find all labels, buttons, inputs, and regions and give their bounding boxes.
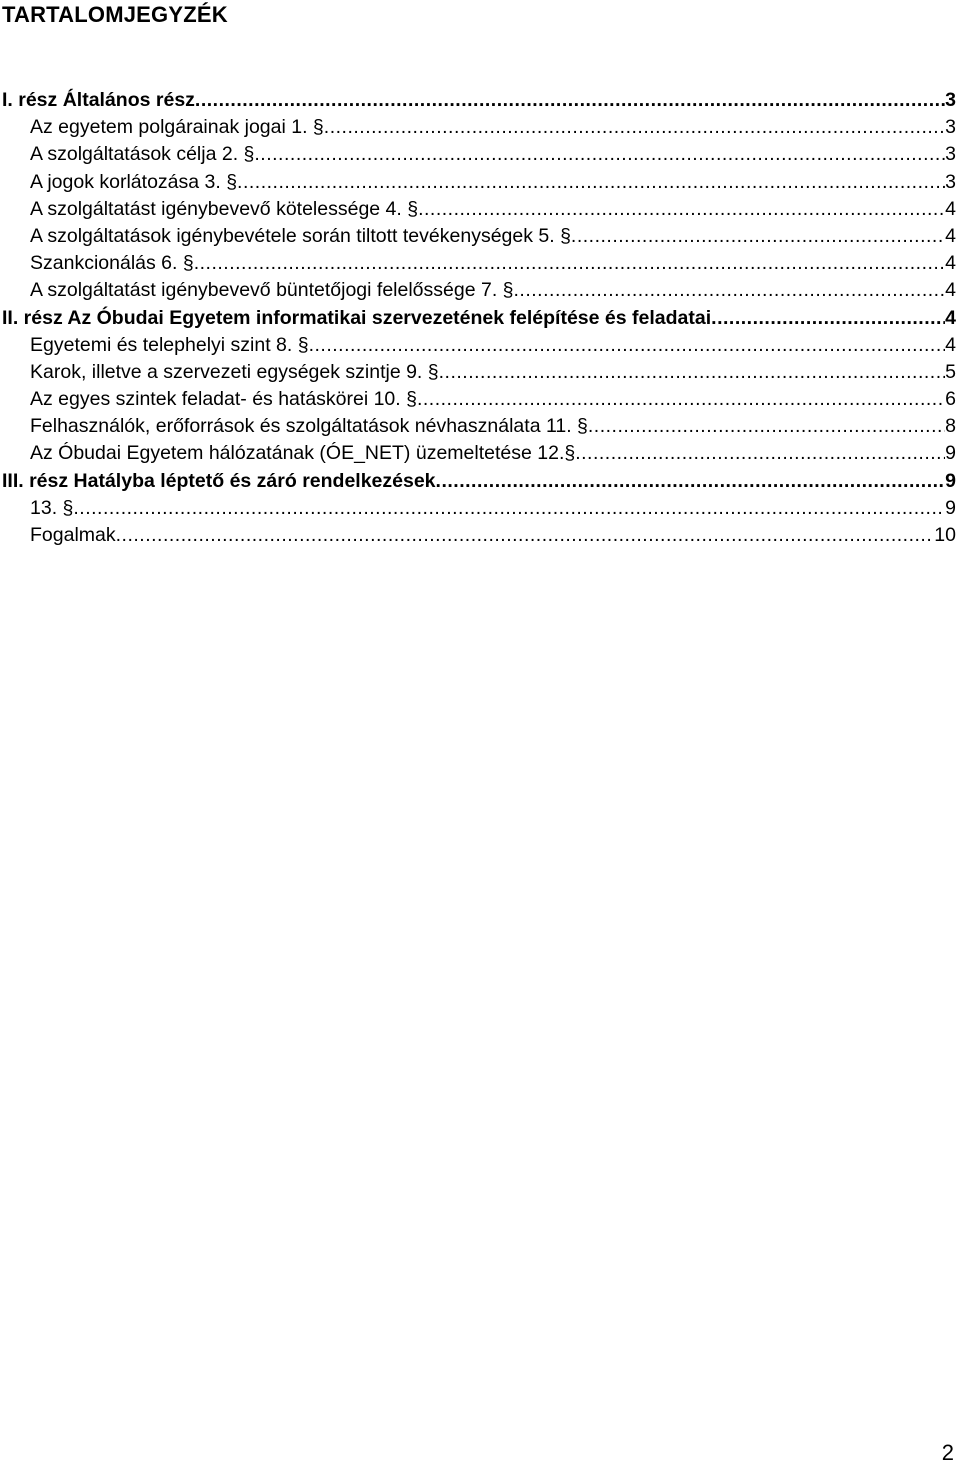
toc-entry-page: 4 — [945, 333, 956, 356]
toc-dot-leader — [73, 495, 945, 522]
toc-entry-text: A jogok korlátozása 3. § — [30, 170, 238, 193]
toc-entry[interactable] — [0, 359, 956, 386]
toc-entry-page: 4 — [945, 197, 956, 220]
toc-entry-text: Szankcionálás 6. § — [30, 252, 194, 275]
toc-entry-text: A szolgáltatások célja 2. § — [30, 143, 255, 166]
toc-dot-leader — [575, 440, 945, 467]
toc-entry[interactable] — [0, 440, 956, 467]
toc-entry-page: 9 — [945, 496, 956, 519]
toc-entry-text: Az egyetem polgárainak jogai 1. § — [30, 116, 324, 139]
toc-dot-leader — [116, 522, 935, 549]
toc-entry[interactable] — [0, 223, 956, 250]
toc-entry-page: 4 — [945, 279, 956, 302]
toc-entry[interactable] — [0, 87, 956, 114]
toc-entry-text: Fogalmak — [30, 524, 116, 546]
toc-entry[interactable] — [0, 196, 956, 223]
toc-entry-text: II. rész Az Óbudai Egyetem informatikai szervezetének felépítése és feladatai — [2, 306, 712, 329]
toc-entry-text: Felhasználók, erőforrások és szolgáltatások névhasználata 11. § — [30, 415, 588, 438]
toc-dot-leader — [237, 169, 945, 196]
toc-entry[interactable] — [0, 277, 956, 304]
toc-entry-page: 8 — [945, 415, 956, 438]
toc-entry[interactable] — [0, 332, 956, 359]
toc-entry[interactable] — [0, 169, 956, 196]
toc-entry-text: III. rész Hatályba léptető és záró rendelkezések — [2, 469, 436, 492]
toc-entry-text: Egyetemi és telephelyi szint 8. § — [30, 333, 309, 356]
toc-entry-page: 9 — [945, 469, 956, 492]
toc-entry[interactable] — [0, 413, 956, 440]
toc-entry-page: 10 — [934, 524, 956, 546]
toc-entry-text: 13. § — [30, 496, 74, 519]
toc-entry-text: Az egyes szintek feladat- és hatáskörei 10. § — [30, 388, 417, 411]
toc-dot-leader — [194, 250, 945, 277]
toc-entry-text: A szolgáltatások igénybevétele során tiltott tevékenységek 5. § — [30, 224, 571, 247]
toc-entry[interactable] — [0, 141, 956, 168]
toc-entry-page: 9 — [945, 442, 956, 465]
toc-entry-page: 4 — [945, 252, 956, 275]
page-number: 2 — [941, 1440, 954, 1465]
toc-dot-leader — [711, 305, 945, 332]
toc-dot-leader — [514, 277, 946, 304]
toc-entry-page: 3 — [945, 170, 956, 193]
toc-dot-leader — [324, 114, 945, 141]
toc-entry-text: Az Óbudai Egyetem hálózatának (ÓE_NET) üzemeltetése 12.§ — [30, 442, 576, 465]
toc-entry-text: A szolgáltatást igénybevevő kötelessége 4. § — [30, 197, 419, 220]
table-of-contents — [0, 87, 956, 549]
toc-dot-leader — [588, 413, 945, 440]
toc-dot-leader — [418, 196, 945, 223]
toc-dot-leader — [436, 468, 946, 495]
toc-entry-text: A szolgáltatást igénybevevő büntetőjogi felelőssége 7. § — [30, 279, 514, 302]
toc-dot-leader — [417, 386, 945, 413]
toc-entry-page: 6 — [945, 388, 956, 411]
toc-entry[interactable] — [0, 495, 956, 522]
toc-dot-leader — [309, 332, 946, 359]
toc-dot-leader — [195, 87, 945, 114]
toc-entry-page: 3 — [945, 89, 956, 111]
toc-dot-leader — [439, 359, 946, 386]
toc-entry-text: Karok, illetve a szervezeti egységek szintje 9. § — [30, 360, 439, 383]
toc-entry-page: 4 — [945, 306, 956, 329]
toc-entry[interactable] — [0, 114, 956, 141]
toc-entry[interactable] — [0, 305, 956, 332]
toc-entry[interactable] — [0, 522, 956, 549]
toc-dot-leader — [254, 141, 945, 168]
toc-entry[interactable] — [0, 250, 956, 277]
toc-entry-text: I. rész Általános rész — [2, 89, 195, 111]
toc-entry[interactable] — [0, 468, 956, 495]
toc-entry-page: 4 — [945, 224, 956, 247]
toc-title: TARTALOMJEGYZÉK — [2, 2, 228, 27]
toc-entry-page: 3 — [945, 116, 956, 139]
toc-entry-page: 5 — [945, 360, 956, 383]
toc-entry[interactable] — [0, 386, 956, 413]
toc-dot-leader — [571, 223, 945, 250]
toc-entry-page: 3 — [945, 143, 956, 166]
